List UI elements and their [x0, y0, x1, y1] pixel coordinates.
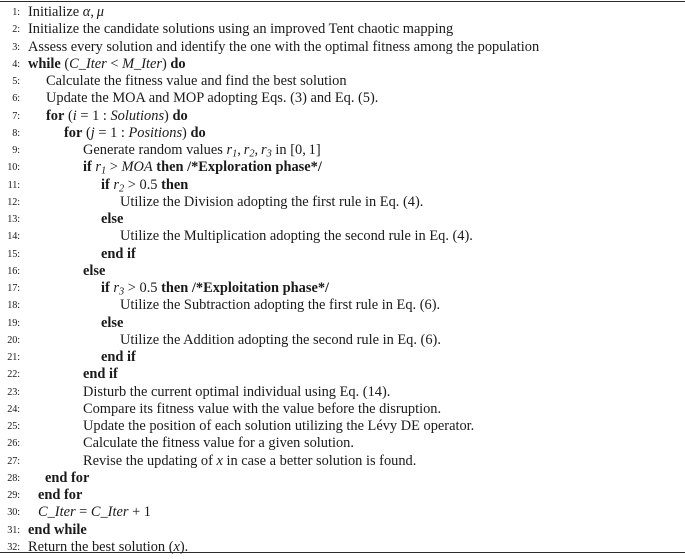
algorithm-line	[0, 418, 685, 435]
keyword-end-for: end for	[45, 469, 90, 486]
line-content: Utilize the Subtraction adopting the first rule in Eq. (6).	[120, 297, 441, 314]
line-number: 2 :	[0, 21, 20, 38]
symbol-mu: μ	[96, 4, 105, 20]
identifier-positions: Positions	[128, 124, 183, 141]
identifier-x: x	[216, 452, 223, 469]
identifier-r2: $r_2$	[243, 142, 255, 160]
algorithm-line	[0, 280, 685, 297]
line-number: 3 :	[0, 39, 20, 56]
algorithm-line	[0, 384, 685, 401]
line-number: 15 :	[0, 246, 20, 263]
line-number: 10 :	[0, 159, 20, 176]
identifier-solutions: Solutions	[110, 107, 165, 124]
line-content: Revise the updating of x in case a better solution is found.	[83, 452, 417, 469]
line-content	[38, 487, 685, 504]
line-content: Initialize α, μ	[28, 4, 105, 20]
keyword-then: then	[161, 176, 189, 193]
keyword-else: else	[101, 314, 124, 331]
algorithm-line	[0, 401, 685, 418]
line-content: for (i = 1 : Solutions) do	[46, 107, 188, 124]
algorithm-line	[0, 332, 685, 349]
identifier-moa: MOA	[121, 159, 153, 176]
line-number: 19 :	[0, 315, 20, 332]
line-number: 9 :	[0, 142, 20, 159]
identifier-j: j	[90, 124, 95, 141]
symbol-alpha: α	[82, 4, 91, 20]
line-number: 27 :	[0, 453, 20, 470]
identifier-r1: $r_1$	[226, 142, 238, 160]
line-content: for (j = 1 : Positions) do	[64, 124, 206, 141]
line-content	[101, 349, 685, 366]
identifier-i: i	[72, 107, 77, 124]
algorithm-line	[0, 39, 685, 56]
identifier-c-iter: C_Iter	[38, 504, 76, 521]
line-content: Update the position of each solution utilizing the Lévy DE operator.	[83, 418, 475, 434]
line-content: Calculate the fitness value and find the best solution	[46, 73, 347, 89]
line-content: Assess every solution and identify the one with the optimal fitness among the population	[28, 38, 540, 55]
line-content: Update the MOA and MOP adopting Eqs. (3) and Eq. (5).	[46, 90, 379, 107]
line-content: Utilize the Addition adopting the second rule in Eq. (6).	[120, 331, 441, 348]
algorithm-line	[0, 263, 685, 280]
algorithm-line	[0, 470, 685, 487]
listing-top-rule	[0, 1, 685, 2]
keyword-if: if	[101, 280, 110, 296]
identifier-r1: $r_1$	[95, 159, 107, 177]
line-content: Disturb the current optimal individual using Eq. (14).	[83, 383, 391, 400]
algorithm-line	[0, 56, 685, 73]
line-content	[101, 315, 685, 332]
keyword-then: then	[161, 280, 189, 296]
line-number: 21 :	[0, 349, 20, 366]
line-content: if $r_1$ > MOA then /*Exploration phase*/	[83, 159, 322, 177]
algorithm-line	[0, 366, 685, 383]
identifier-c-iter: C_Iter	[90, 504, 129, 521]
algorithm-line	[0, 73, 685, 90]
algorithm-line	[0, 246, 685, 263]
algorithm-line	[0, 539, 685, 556]
line-content: C_Iter = C_Iter + 1	[38, 504, 151, 521]
line-number: 4 :	[0, 56, 20, 73]
keyword-for: for	[64, 124, 83, 141]
algorithm-line	[0, 487, 685, 504]
line-number: 11 :	[0, 177, 20, 194]
line-content: Initialize the candidate solutions using an improved Tent chaotic mapping	[28, 21, 454, 38]
keyword-if: if	[101, 176, 110, 193]
algorithm-line	[0, 435, 685, 452]
keyword-for: for	[46, 107, 65, 124]
line-content: Calculate the fitness value for a given solution.	[83, 435, 354, 452]
algorithm-line	[0, 125, 685, 142]
identifier-r3: $r_3$	[113, 280, 125, 298]
line-content: if $r_3 > 0.5$ then /*Exploitation phase*/	[101, 280, 330, 298]
algorithm-line	[0, 159, 685, 176]
line-number: 5 :	[0, 73, 20, 90]
line-number: 7 :	[0, 108, 20, 125]
line-content	[101, 211, 685, 228]
line-number: 13 :	[0, 211, 20, 228]
line-number: 8 :	[0, 125, 20, 142]
keyword-else: else	[101, 211, 124, 227]
algorithm-lines	[0, 4, 685, 556]
line-number: 17 :	[0, 280, 20, 297]
algorithm-line	[0, 90, 685, 107]
line-content: Compare its fitness value with the value before the disruption.	[83, 400, 442, 417]
keyword-while: while	[28, 55, 61, 72]
line-number: 18 :	[0, 297, 20, 314]
algorithm-line	[0, 504, 685, 521]
algorithm-line	[0, 4, 685, 21]
line-number: 23 :	[0, 384, 20, 401]
algorithm-line	[0, 453, 685, 470]
line-number: 22 :	[0, 366, 20, 383]
comment-exploitation-phase: /*Exploitation phase*/	[191, 280, 330, 296]
line-number: 12 :	[0, 194, 20, 211]
line-number: 30 :	[0, 504, 20, 521]
keyword-end-while: end while	[28, 521, 87, 538]
line-content	[101, 246, 685, 263]
line-number: 29 :	[0, 487, 20, 504]
identifier-m-iter: M_Iter	[122, 55, 163, 72]
identifier-x: x	[173, 538, 180, 555]
keyword-do: do	[190, 124, 206, 141]
line-content: Generate random values $r_1$, $r_2$, $r_3$ in [0, 1]	[83, 142, 321, 160]
line-number: 25 :	[0, 418, 20, 435]
line-content	[83, 263, 685, 280]
line-content: Return the best solution (x).	[28, 538, 189, 555]
identifier-c-iter: C_Iter	[69, 55, 107, 72]
identifier-r3: $r_3$	[261, 142, 272, 160]
line-number: 26 :	[0, 435, 20, 452]
algorithm-line	[0, 211, 685, 228]
line-number: 32 :	[0, 539, 20, 556]
line-number: 24 :	[0, 401, 20, 418]
keyword-end-if: end if	[101, 349, 136, 365]
algorithm-line	[0, 297, 685, 314]
line-number: 28 :	[0, 470, 20, 487]
algorithm-line	[0, 142, 685, 159]
keyword-else: else	[83, 262, 106, 279]
keyword-end-if: end if	[83, 366, 118, 383]
line-number: 16 :	[0, 263, 20, 280]
keyword-if: if	[83, 159, 92, 176]
algorithm-line	[0, 522, 685, 539]
keyword-end-if: end if	[101, 245, 136, 262]
line-content: if $r_2 > 0.5$ then	[101, 176, 189, 195]
algorithm-line	[0, 349, 685, 366]
keyword-end-for: end for	[38, 487, 83, 503]
keyword-do: do	[170, 55, 186, 72]
keyword-then: then	[156, 159, 184, 176]
listing-bottom-rule	[0, 552, 685, 553]
algorithm-line	[0, 228, 685, 245]
identifier-r2: $r_2$	[113, 176, 125, 195]
line-content: while (C_Iter < M_Iter) do	[28, 55, 186, 72]
line-number: 1 :	[0, 4, 20, 21]
algorithm-line	[0, 108, 685, 125]
line-content	[28, 522, 685, 539]
algorithm-line	[0, 194, 685, 211]
algorithm-line	[0, 177, 685, 194]
line-content	[83, 366, 685, 383]
algorithm-line	[0, 21, 685, 38]
line-content	[45, 470, 685, 487]
line-number: 20 :	[0, 332, 20, 349]
algorithm-line	[0, 315, 685, 332]
line-number: 6 :	[0, 90, 20, 107]
line-content: Utilize the Multiplication adopting the second rule in Eq. (4).	[120, 228, 473, 245]
keyword-do: do	[172, 107, 188, 124]
line-number: 31 :	[0, 522, 20, 539]
comment-exploration-phase: /*Exploration phase*/	[187, 159, 322, 176]
line-content: Utilize the Division adopting the first rule in Eq. (4).	[120, 193, 424, 210]
line-number: 14 :	[0, 228, 20, 245]
